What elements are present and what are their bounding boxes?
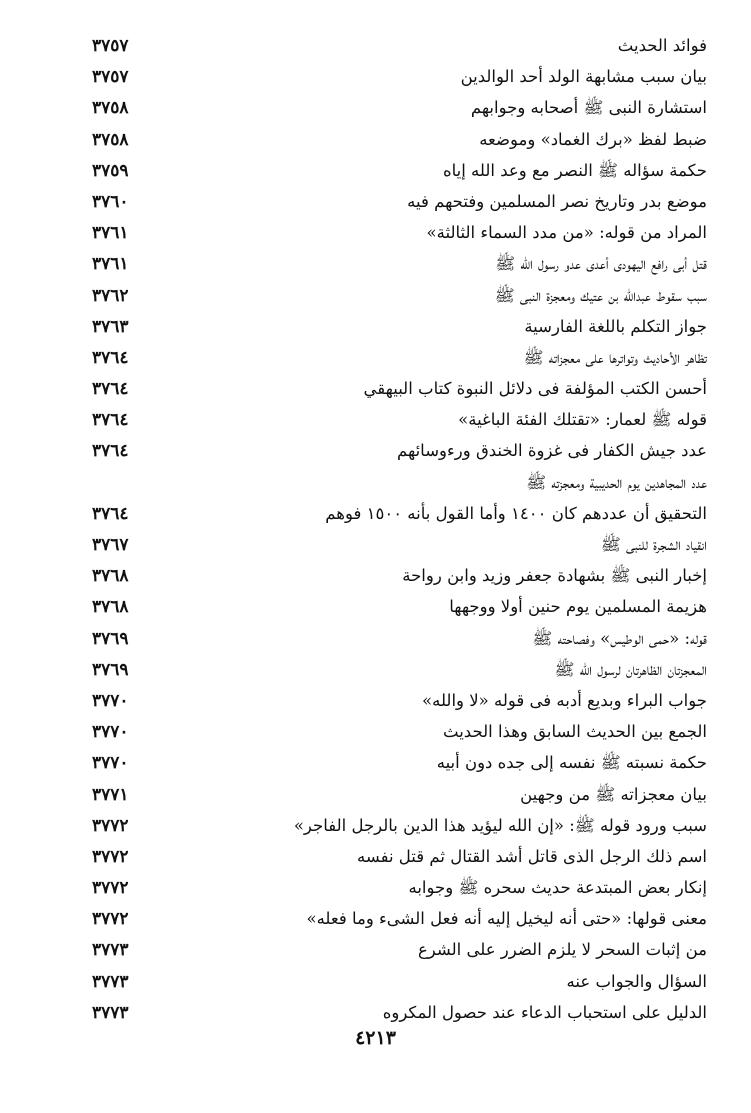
entry-title: بيان سبب مشابهة الولد أحد الوالدين — [460, 67, 707, 87]
index-entry — [92, 467, 707, 498]
entry-page-number: ٣٧٦٩ — [92, 659, 129, 680]
index-entry — [92, 373, 707, 404]
index-entry — [92, 654, 707, 685]
entry-title: تظاهر الأحاديث وتواترها على معجزاته ﷺ — [523, 347, 707, 367]
entry-page-number: ٣٧٦٤ — [92, 347, 129, 368]
entry-title: إنكار بعض المبتدعة حديث سحره ﷺ وجوابه — [408, 878, 707, 898]
entry-title: عدد جيش الكفار فى غزوة الخندق ورءوسائهم — [397, 441, 707, 461]
entry-title: قتل أبى رافع اليهودى أعدى عدو رسول الله ﷺ — [495, 254, 707, 274]
entry-title: ضبط لفظ «برك الغماد» وموضعه — [479, 129, 707, 149]
entry-page-number: ٣٧٦٤ — [92, 410, 129, 431]
index-entry — [92, 747, 707, 778]
entry-title: أحسن الكتب المؤلفة فى دلائل النبوة كتاب البيهقي — [363, 379, 707, 399]
entry-page-number: ٣٧٧٢ — [92, 909, 129, 930]
entry-page-number: ٣٧٦٢ — [92, 285, 129, 306]
index-entry — [92, 872, 707, 903]
entry-page-number: ٣٧٥٧ — [92, 67, 129, 88]
index-entry — [92, 92, 707, 123]
entry-page-number: ٣٧٥٨ — [92, 98, 129, 119]
entry-title: جواب البراء وبديع أدبه فى قوله «لا والله» — [422, 690, 707, 710]
entry-page-number: ٣٧٧٢ — [92, 878, 129, 899]
entry-page-number: ٣٧٦٨ — [92, 597, 129, 618]
entry-title: المراد من قوله: «من مدد السماء الثالثة» — [426, 223, 707, 243]
index-entry — [92, 841, 707, 872]
entry-title: الجمع بين الحديث السابق وهذا الحديث — [443, 722, 707, 742]
entry-title: فوائد الحديث — [617, 36, 707, 55]
entry-title: إخبار النبى ﷺ بشهادة جعفر وزيد وابن رواحة — [402, 566, 707, 586]
entry-page-number: ٣٧٧٠ — [92, 690, 129, 711]
entry-title: حكمة نسبته ﷺ نفسه إلى جده دون أبيه — [436, 753, 707, 773]
entry-page-number: ٣٧٧٢ — [92, 815, 129, 836]
index-entry — [92, 280, 707, 311]
entry-page-number: ٣٧٧٣ — [92, 971, 129, 992]
entry-title: قوله: «حمى الوطيس» وفصاحته ﷺ — [532, 628, 707, 648]
index-entry — [92, 404, 707, 435]
entry-title: بيان معجزاته ﷺ من وجهين — [520, 784, 707, 804]
index-entry — [92, 997, 707, 1028]
entry-page-number: ٣٧٦٣ — [92, 316, 129, 337]
entry-title: حكمة سؤاله ﷺ النصر مع وعد الله إياه — [442, 160, 707, 180]
index-entry — [92, 591, 707, 622]
index-entry — [92, 248, 707, 279]
entry-title: سبب ورود قوله ﷺ: «إن الله ليؤيد هذا الدين بالرجل الفاجر» — [293, 815, 707, 835]
entry-title: معنى قولها: «حتى أنه ليخيل إليه أنه فعل الشىء وما فعله» — [306, 909, 707, 929]
index-entry — [92, 124, 707, 155]
index-entry — [92, 623, 707, 654]
entry-page-number: ٣٧٦٨ — [92, 566, 129, 587]
index-entry — [92, 186, 707, 217]
index-entry — [92, 435, 707, 466]
index-entry — [92, 342, 707, 373]
entry-title: السؤال والجواب عنه — [566, 971, 707, 991]
index-entry — [92, 155, 707, 186]
entry-title: هزيمة المسلمين يوم حنين أولا ووجهها — [449, 597, 707, 617]
index-entry — [92, 560, 707, 591]
index-entry — [92, 934, 707, 965]
entry-page-number: ٣٧٦٠ — [92, 191, 129, 212]
entry-page-number: ٣٧٥٧ — [92, 36, 129, 56]
index-entry — [92, 217, 707, 248]
page-number: ٤٢١٣ — [355, 1027, 396, 1049]
index-entry — [92, 61, 707, 92]
entry-page-number: ٣٧٧٣ — [92, 1002, 129, 1023]
entry-page-number: ٣٧٦١ — [92, 223, 129, 244]
entry-page-number: ٣٧٧٢ — [92, 846, 129, 867]
entry-title: موضع بدر وتاريخ نصر المسلمين وفتحهم فيه — [407, 191, 707, 211]
index-entry — [92, 810, 707, 841]
entry-title: المعجزتان الظاهرتان لرسول الله ﷺ — [554, 659, 707, 679]
index-entry — [92, 30, 707, 61]
entry-title: اسم ذلك الرجل الذى قاتل أشد القتال ثم قتل نفسه — [357, 846, 707, 866]
entry-title: استشارة النبى ﷺ أصحابه وجوابهم — [470, 98, 707, 118]
entry-page-number: ٣٧٦٩ — [92, 628, 129, 649]
entry-page-number: ٣٧٧٠ — [92, 722, 129, 743]
index-entry — [92, 903, 707, 934]
entry-page-number: ٣٧٦٧ — [92, 535, 129, 555]
entry-page-number: ٣٧٦١ — [92, 254, 129, 275]
index-entry — [92, 529, 707, 560]
entry-page-number: ٣٧٧٠ — [92, 753, 129, 774]
entry-page-number: ٣٧٥٩ — [92, 160, 129, 181]
entry-page-number: ٣٧٧١ — [92, 784, 129, 805]
entry-title: جواز التكلم باللغة الفارسية — [524, 316, 707, 336]
entry-title: من إثبات السحر لا يلزم الضرر على الشرع — [417, 940, 707, 960]
index-entry — [92, 685, 707, 716]
entry-title: سبب سقوط عبدالله بن عتيك ومعجزة النبى ﷺ — [494, 285, 707, 305]
entry-page-number: ٣٧٦٤ — [92, 503, 129, 524]
entry-title: انقياد الشجرة للنبى ﷺ — [600, 535, 707, 554]
index-entry — [92, 779, 707, 810]
entry-title: عدد المجاهدين يوم الحديبية ومعجزته ﷺ — [526, 472, 707, 492]
index-entry-list — [92, 30, 707, 1028]
entry-page-number: ٣٧٧٣ — [92, 940, 129, 961]
entry-page-number: ٣٧٦٤ — [92, 441, 129, 462]
index-entry — [92, 498, 707, 529]
index-entry — [92, 966, 707, 997]
entry-title: التحقيق أن عددهم كان ١٤٠٠ وأما القول بأنه ١٥٠٠ فوهم — [325, 503, 707, 523]
index-entry — [92, 716, 707, 747]
index-entry — [92, 311, 707, 342]
entry-title: الدليل على استحباب الدعاء عند حصول المكروه — [382, 1002, 707, 1022]
entry-page-number: ٣٧٦٤ — [92, 379, 129, 400]
entry-page-number: ٣٧٥٨ — [92, 129, 129, 150]
entry-title: قوله ﷺ لعمار: «تقتلك الفئة الباغية» — [458, 410, 707, 430]
